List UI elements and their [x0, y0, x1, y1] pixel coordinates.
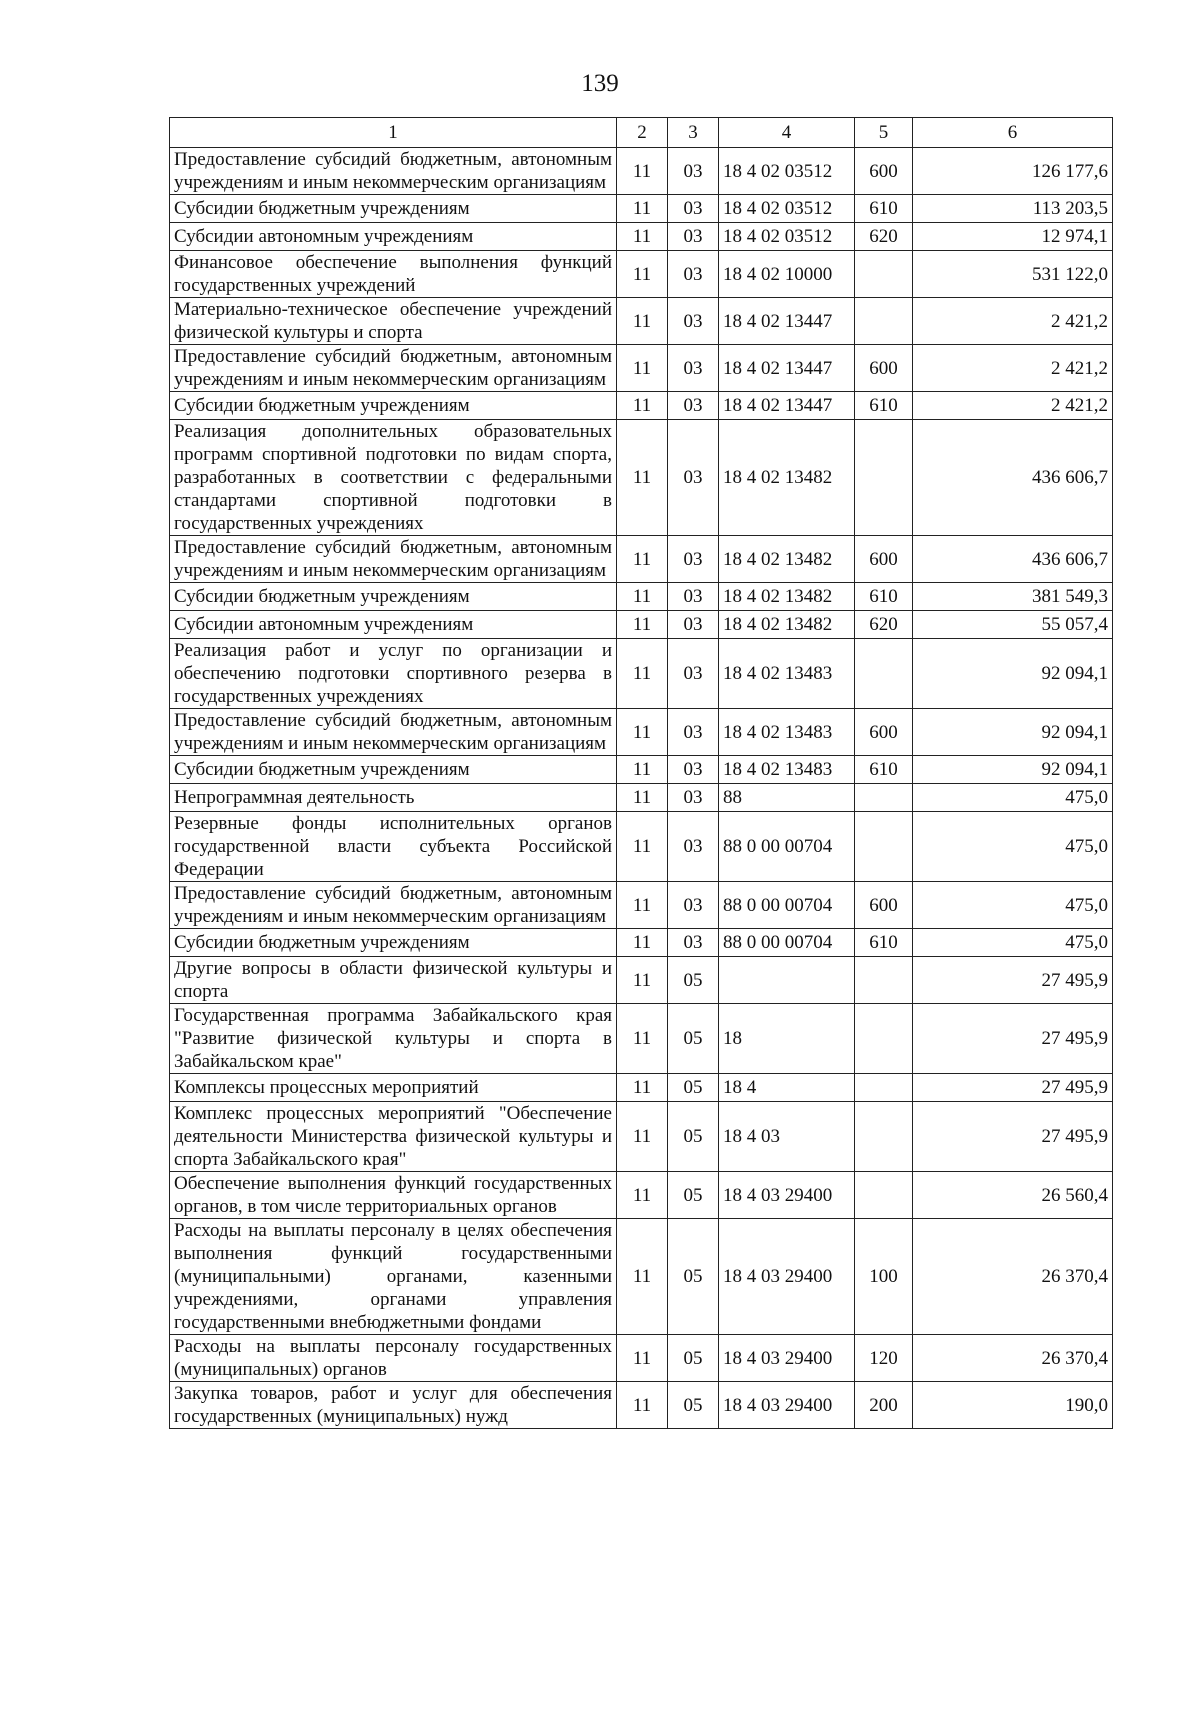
section-code-cell: 11 [617, 583, 668, 611]
column-header: 2 [617, 118, 668, 148]
target-article-cell: 18 4 02 13483 [719, 639, 855, 709]
column-header: 3 [668, 118, 719, 148]
table-row [170, 1382, 1113, 1429]
target-article-cell: 18 4 02 13483 [719, 756, 855, 784]
amount-cell: 381 549,3 [913, 583, 1113, 611]
row-name-cell: Предоставление субсидий бюджетным, автономным учреждениям и иным некоммерческим организациям [170, 882, 617, 929]
target-article-cell: 18 4 02 13483 [719, 709, 855, 756]
column-header: 5 [855, 118, 913, 148]
table-row [170, 929, 1113, 957]
section-code-cell: 11 [617, 957, 668, 1004]
target-article-cell: 18 4 03 29400 [719, 1335, 855, 1382]
table-row [170, 611, 1113, 639]
subsection-code-cell: 03 [668, 611, 719, 639]
section-code-cell: 11 [617, 639, 668, 709]
table-row [170, 420, 1113, 536]
subsection-code-cell: 03 [668, 298, 719, 345]
target-article-cell: 18 4 02 13482 [719, 536, 855, 583]
expense-type-cell: 200 [855, 1382, 913, 1429]
target-article-cell: 18 4 02 13447 [719, 298, 855, 345]
row-name-cell: Реализация работ и услуг по организации и обеспечению подготовки спортивного резерва в государственных учреждениях [170, 639, 617, 709]
table-row [170, 536, 1113, 583]
table-row [170, 148, 1113, 195]
subsection-code-cell: 05 [668, 1219, 719, 1335]
subsection-code-cell: 05 [668, 1172, 719, 1219]
row-name-cell: Предоставление субсидий бюджетным, автономным учреждениям и иным некоммерческим организациям [170, 148, 617, 195]
target-article-cell: 18 4 02 03512 [719, 223, 855, 251]
amount-cell: 436 606,7 [913, 536, 1113, 583]
subsection-code-cell: 03 [668, 812, 719, 882]
expense-type-cell: 600 [855, 882, 913, 929]
table-row [170, 251, 1113, 298]
amount-cell: 92 094,1 [913, 756, 1113, 784]
section-code-cell: 11 [617, 812, 668, 882]
amount-cell: 27 495,9 [913, 1004, 1113, 1074]
amount-cell: 26 560,4 [913, 1172, 1113, 1219]
section-code-cell: 11 [617, 536, 668, 583]
subsection-code-cell: 05 [668, 1074, 719, 1102]
section-code-cell: 11 [617, 1335, 668, 1382]
table-row [170, 784, 1113, 812]
row-name-cell: Комплекс процессных мероприятий "Обеспечение деятельности Министерства физической культуры и спорта Забайкальского края" [170, 1102, 617, 1172]
section-code-cell: 11 [617, 611, 668, 639]
amount-cell: 55 057,4 [913, 611, 1113, 639]
subsection-code-cell: 05 [668, 1102, 719, 1172]
table-row [170, 709, 1113, 756]
row-name-cell: Финансовое обеспечение выполнения функций государственных учреждений [170, 251, 617, 298]
subsection-code-cell: 03 [668, 420, 719, 536]
amount-cell: 475,0 [913, 929, 1113, 957]
amount-cell: 12 974,1 [913, 223, 1113, 251]
target-article-cell: 18 4 02 13447 [719, 345, 855, 392]
amount-cell: 92 094,1 [913, 709, 1113, 756]
expense-type-cell: 620 [855, 611, 913, 639]
expense-type-cell [855, 784, 913, 812]
row-name-cell: Субсидии автономным учреждениям [170, 223, 617, 251]
amount-cell: 27 495,9 [913, 957, 1113, 1004]
table-row [170, 1219, 1113, 1335]
amount-cell: 2 421,2 [913, 345, 1113, 392]
subsection-code-cell: 03 [668, 929, 719, 957]
table-row [170, 223, 1113, 251]
column-header: 1 [170, 118, 617, 148]
amount-cell: 126 177,6 [913, 148, 1113, 195]
expense-type-cell [855, 1172, 913, 1219]
expense-type-cell: 120 [855, 1335, 913, 1382]
row-name-cell: Расходы на выплаты персоналу государственных (муниципальных) органов [170, 1335, 617, 1382]
expense-type-cell [855, 298, 913, 345]
expense-type-cell: 600 [855, 536, 913, 583]
row-name-cell: Комплексы процессных мероприятий [170, 1074, 617, 1102]
table-row [170, 583, 1113, 611]
row-name-cell: Предоставление субсидий бюджетным, автономным учреждениям и иным некоммерческим организациям [170, 709, 617, 756]
column-header: 6 [913, 118, 1113, 148]
expense-type-cell [855, 420, 913, 536]
section-code-cell: 11 [617, 298, 668, 345]
target-article-cell: 18 4 02 10000 [719, 251, 855, 298]
expense-type-cell [855, 1074, 913, 1102]
subsection-code-cell: 03 [668, 882, 719, 929]
subsection-code-cell: 03 [668, 195, 719, 223]
table-row [170, 345, 1113, 392]
subsection-code-cell: 05 [668, 1382, 719, 1429]
amount-cell: 92 094,1 [913, 639, 1113, 709]
section-code-cell: 11 [617, 148, 668, 195]
subsection-code-cell: 05 [668, 1004, 719, 1074]
subsection-code-cell: 03 [668, 756, 719, 784]
target-article-cell: 18 4 03 29400 [719, 1382, 855, 1429]
row-name-cell: Непрограммная деятельность [170, 784, 617, 812]
expense-type-cell [855, 957, 913, 1004]
row-name-cell: Государственная программа Забайкальского края "Развитие физической культуры и спорта в Забайкальском крае" [170, 1004, 617, 1074]
section-code-cell: 11 [617, 1102, 668, 1172]
table-row [170, 812, 1113, 882]
section-code-cell: 11 [617, 1074, 668, 1102]
table-row [170, 882, 1113, 929]
subsection-code-cell: 03 [668, 709, 719, 756]
table-row [170, 298, 1113, 345]
section-code-cell: 11 [617, 756, 668, 784]
table-row [170, 1335, 1113, 1382]
section-code-cell: 11 [617, 420, 668, 536]
row-name-cell: Расходы на выплаты персоналу в целях обеспечения выполнения функций государственными (муниципальными) органами, казенными учреждениями, органами управления государственными внебюджетными фондами [170, 1219, 617, 1335]
target-article-cell: 88 0 00 00704 [719, 812, 855, 882]
table-row [170, 1074, 1113, 1102]
amount-cell: 2 421,2 [913, 392, 1113, 420]
expense-type-cell: 600 [855, 709, 913, 756]
section-code-cell: 11 [617, 392, 668, 420]
row-name-cell: Предоставление субсидий бюджетным, автономным учреждениям и иным некоммерческим организациям [170, 536, 617, 583]
target-article-cell: 18 4 03 29400 [719, 1172, 855, 1219]
amount-cell: 436 606,7 [913, 420, 1113, 536]
expense-type-cell: 600 [855, 345, 913, 392]
amount-cell: 26 370,4 [913, 1219, 1113, 1335]
subsection-code-cell: 03 [668, 784, 719, 812]
row-name-cell: Резервные фонды исполнительных органов государственной власти субъекта Российской Федерации [170, 812, 617, 882]
target-article-cell [719, 957, 855, 1004]
target-article-cell: 18 4 02 13482 [719, 420, 855, 536]
subsection-code-cell: 05 [668, 957, 719, 1004]
amount-cell: 531 122,0 [913, 251, 1113, 298]
page-number: 139 [581, 70, 619, 97]
row-name-cell: Материально-техническое обеспечение учреждений физической культуры и спорта [170, 298, 617, 345]
target-article-cell: 18 4 02 13482 [719, 583, 855, 611]
row-name-cell: Субсидии бюджетным учреждениям [170, 392, 617, 420]
amount-cell: 475,0 [913, 882, 1113, 929]
table-row [170, 756, 1113, 784]
budget-table [169, 117, 1113, 1429]
expense-type-cell [855, 639, 913, 709]
section-code-cell: 11 [617, 223, 668, 251]
row-name-cell: Субсидии бюджетным учреждениям [170, 195, 617, 223]
subsection-code-cell: 03 [668, 345, 719, 392]
table-row [170, 1004, 1113, 1074]
expense-type-cell: 610 [855, 195, 913, 223]
column-header: 4 [719, 118, 855, 148]
section-code-cell: 11 [617, 709, 668, 756]
table-row [170, 957, 1113, 1004]
expense-type-cell: 610 [855, 756, 913, 784]
section-code-cell: 11 [617, 882, 668, 929]
table-row [170, 639, 1113, 709]
row-name-cell: Другие вопросы в области физической культуры и спорта [170, 957, 617, 1004]
row-name-cell: Обеспечение выполнения функций государственных органов, в том числе территориальных органов [170, 1172, 617, 1219]
subsection-code-cell: 03 [668, 536, 719, 583]
amount-cell: 27 495,9 [913, 1074, 1113, 1102]
target-article-cell: 88 0 00 00704 [719, 929, 855, 957]
section-code-cell: 11 [617, 1172, 668, 1219]
expense-type-cell: 620 [855, 223, 913, 251]
subsection-code-cell: 03 [668, 639, 719, 709]
expense-type-cell [855, 812, 913, 882]
row-name-cell: Субсидии автономным учреждениям [170, 611, 617, 639]
target-article-cell: 18 4 03 [719, 1102, 855, 1172]
target-article-cell: 88 0 00 00704 [719, 882, 855, 929]
target-article-cell: 18 [719, 1004, 855, 1074]
section-code-cell: 11 [617, 251, 668, 298]
target-article-cell: 18 4 [719, 1074, 855, 1102]
section-code-cell: 11 [617, 784, 668, 812]
amount-cell: 27 495,9 [913, 1102, 1113, 1172]
expense-type-cell [855, 251, 913, 298]
subsection-code-cell: 03 [668, 223, 719, 251]
section-code-cell: 11 [617, 1004, 668, 1074]
expense-type-cell: 610 [855, 583, 913, 611]
section-code-cell: 11 [617, 1219, 668, 1335]
amount-cell: 475,0 [913, 784, 1113, 812]
amount-cell: 475,0 [913, 812, 1113, 882]
expense-type-cell: 600 [855, 148, 913, 195]
amount-cell: 113 203,5 [913, 195, 1113, 223]
target-article-cell: 18 4 03 29400 [719, 1219, 855, 1335]
amount-cell: 26 370,4 [913, 1335, 1113, 1382]
table-row [170, 1102, 1113, 1172]
table-row [170, 1172, 1113, 1219]
row-name-cell: Субсидии бюджетным учреждениям [170, 583, 617, 611]
target-article-cell: 18 4 02 03512 [719, 148, 855, 195]
section-code-cell: 11 [617, 345, 668, 392]
subsection-code-cell: 03 [668, 148, 719, 195]
target-article-cell: 18 4 02 03512 [719, 195, 855, 223]
expense-type-cell: 610 [855, 929, 913, 957]
row-name-cell: Субсидии бюджетным учреждениям [170, 756, 617, 784]
section-code-cell: 11 [617, 195, 668, 223]
target-article-cell: 18 4 02 13447 [719, 392, 855, 420]
subsection-code-cell: 05 [668, 1335, 719, 1382]
row-name-cell: Реализация дополнительных образовательных программ спортивной подготовки по видам спорта, разработанных в соответствии с федеральными стандартами спортивной подготовки в государственных учреждениях [170, 420, 617, 536]
target-article-cell: 18 4 02 13482 [719, 611, 855, 639]
expense-type-cell: 100 [855, 1219, 913, 1335]
subsection-code-cell: 03 [668, 392, 719, 420]
subsection-code-cell: 03 [668, 251, 719, 298]
table-row [170, 392, 1113, 420]
row-name-cell: Закупка товаров, работ и услуг для обеспечения государственных (муниципальных) нужд [170, 1382, 617, 1429]
section-code-cell: 11 [617, 1382, 668, 1429]
target-article-cell: 88 [719, 784, 855, 812]
table-row [170, 195, 1113, 223]
expense-type-cell [855, 1004, 913, 1074]
amount-cell: 2 421,2 [913, 298, 1113, 345]
row-name-cell: Предоставление субсидий бюджетным, автономным учреждениям и иным некоммерческим организациям [170, 345, 617, 392]
table-header-row [170, 118, 1113, 148]
amount-cell: 190,0 [913, 1382, 1113, 1429]
section-code-cell: 11 [617, 929, 668, 957]
expense-type-cell: 610 [855, 392, 913, 420]
subsection-code-cell: 03 [668, 583, 719, 611]
expense-type-cell [855, 1102, 913, 1172]
row-name-cell: Субсидии бюджетным учреждениям [170, 929, 617, 957]
